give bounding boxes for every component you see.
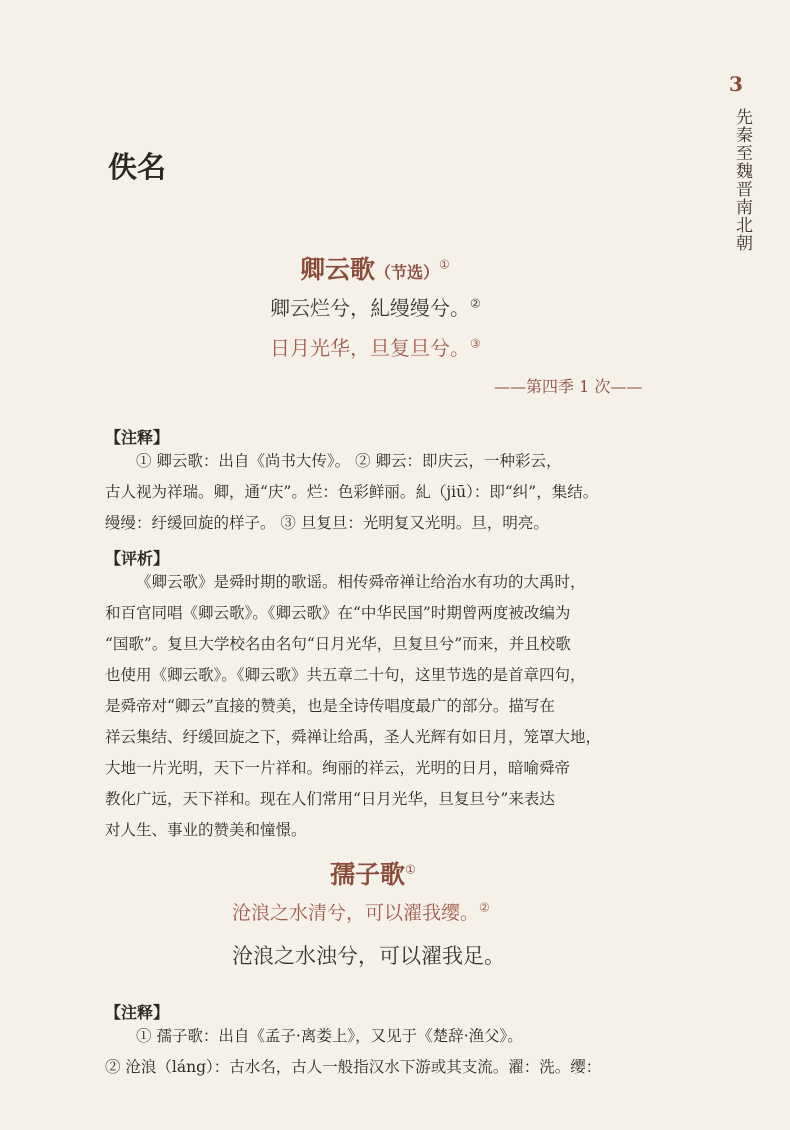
- poem-line: [270, 332, 481, 361]
- poem-line-text: 沧浪之水浊兮，可以濯我足。: [232, 944, 505, 968]
- analysis-line: 对人生、事业的赞美和憧憬。: [105, 821, 307, 839]
- notes-body: [105, 446, 656, 539]
- analysis-line: 教化广远，天下祥和。现在人们常用“日月光华，旦复旦兮”来表达: [105, 790, 555, 808]
- analysis-body: [105, 567, 656, 846]
- poem-line-text: 日月光华，旦复旦兮。: [270, 336, 470, 360]
- poem-line: [270, 292, 481, 321]
- poem-line-text: 沧浪之水清兮，可以濯我缨。: [232, 902, 480, 924]
- notes-body: [105, 1021, 656, 1083]
- poem-line: [232, 898, 490, 925]
- footnote-marker: ②: [470, 296, 481, 311]
- analysis-line: 和百官同唱《卿云歌》。《卿云歌》在“中华民国”时期曾两度被改编为: [105, 604, 571, 622]
- poem-title-text: 孺子歌: [330, 860, 406, 889]
- analysis-heading: 【评析】: [105, 549, 170, 568]
- analysis-line: 祥云集结、纡缓回旋之下，舜禅让给禹，圣人光辉有如日月，笼罩大地，: [105, 728, 602, 746]
- poem-title-qingyunge: [300, 250, 450, 286]
- poem-title-subtitle: （节选）: [375, 263, 440, 282]
- notes-line: ① 卿云歌：出自《尚书大传》。 ② 卿云：即庆云，一种彩云，: [136, 452, 562, 470]
- analysis-line: 《卿云歌》是舜时期的歌谣。相传舜帝禅让给治水有功的大禹时，: [136, 573, 586, 591]
- page-number: 3: [729, 72, 743, 96]
- poem-title-ruzige: [330, 855, 416, 891]
- notes-heading: 【注释】: [105, 428, 170, 447]
- analysis-line: 大地一片光明，天下一片祥和。绚丽的祥云，光明的日月，暗喻舜帝: [105, 759, 571, 777]
- poem-line: [232, 940, 505, 970]
- analysis-line: 是舜帝对“卿云”直接的赞美，也是全诗传唱度最广的部分。描写在: [105, 697, 555, 715]
- analysis-line: 也使用《卿云歌》。《卿云歌》共五章二十句，这里节选的是首章四句，: [105, 666, 586, 684]
- footnote-marker: ①: [405, 862, 416, 877]
- footnote-marker: ③: [470, 336, 481, 351]
- author-heading: 佚名: [108, 150, 167, 184]
- section-title: 先秦至魏晋南北朝: [732, 108, 752, 252]
- notes-line: ② 沧浪（láng）：古水名，古人一般指汉水下游或其支流。濯：洗。缨：: [105, 1058, 602, 1076]
- notes-line: 古人视为祥瑞。卿，通“庆”。烂：色彩鲜丽。糺（jiū）：即“纠”，集结。: [105, 483, 599, 501]
- footnote-marker: ①: [439, 257, 450, 272]
- source-attribution: ——第四季 1 次——: [494, 377, 643, 396]
- analysis-line: “国歌”。复旦大学校名由名句“日月光华，旦复旦兮”而来，并且校歌: [105, 635, 571, 653]
- poem-title-text: 卿云歌: [300, 255, 376, 284]
- notes-line: ① 孺子歌：出自《孟子·离娄上》，又见于《楚辞·渔父》。: [136, 1027, 523, 1045]
- notes-line: 缦缦：纡缓回旋的样子。 ③ 旦复旦：光明复又光明。旦，明亮。: [105, 514, 549, 532]
- notes-heading: 【注释】: [105, 1003, 170, 1022]
- footnote-marker: ②: [479, 900, 490, 915]
- poem-line-text: 卿云烂兮，糺缦缦兮。: [270, 296, 470, 320]
